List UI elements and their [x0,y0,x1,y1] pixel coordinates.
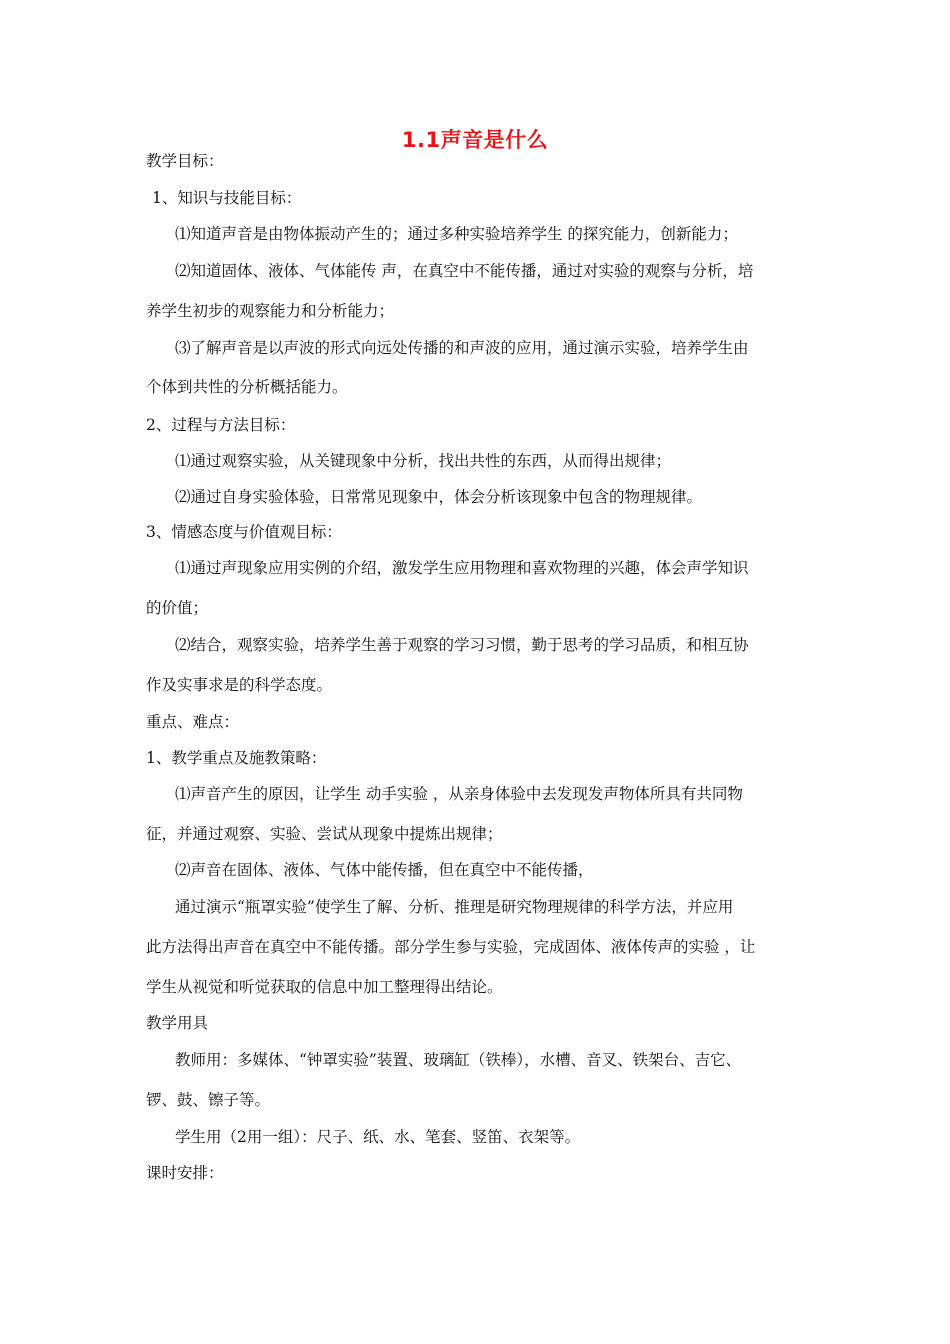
subheading-knowledge-skills: 1、知识与技能目标： [152,189,302,207]
paragraph-line: 的价值； [146,599,209,617]
paragraph-line: ⑵通过自身实验体验，日常常见现象中，体会分析该现象中包含的物理规律。 [175,488,703,506]
paragraph-line: ⑴声音产生的原因，让学生 动手实验 ，从亲身体验中去发现发声物体所具有共同物 [175,785,743,803]
paragraph-line: 此方法得出声音在真空中不能传播。部分学生参与实验，完成固体、液体传声的实验 ，让 [146,938,756,956]
section-heading-schedule: 课时安排： [146,1164,224,1182]
paragraph-line: 养学生初步的观察能力和分析能力； [146,302,395,320]
paragraph-line: 作及实事求是的科学态度。 [146,676,333,694]
paragraph-line: 个体到共性的分析概括能力。 [146,378,348,396]
document-title: 1.1声音是什么 [401,128,549,152]
paragraph-line: 征，并通过观察、实验、尝试从现象中提炼出规律； [146,825,503,843]
paragraph-line: 教师用：多媒体、“钟罩实验”装置、玻璃缸（铁棒），水槽、音叉、铁架台、吉它、 [175,1051,742,1069]
section-heading-key-points: 重点、难点： [146,713,240,731]
paragraph-line: ⑴通过声现象应用实例的介绍，激发学生应用物理和喜欢物理的兴趣，体会声学知识 [175,559,749,577]
paragraph-line: ⑶了解声音是以声波的形式向远处传播的和声波的应用，通过演示实验，培养学生由 [175,339,749,357]
paragraph-line: 通过演示“瓶罩实验”使学生了解、分析、推理是研究物理规律的科学方法，并应用 [175,898,734,916]
paragraph-line: ⑴知道声音是由物体振动产生的；通过多种实验培养学生 的探究能力，创新能力； [175,225,738,243]
paragraph-line: 锣、鼓、镲子等。 [146,1091,271,1109]
paragraph-line: 学生用（2用一组）：尺子、纸、水、笔套、竖笛、衣架等。 [175,1128,581,1146]
section-heading-teaching-aids: 教学用具 [146,1014,209,1032]
paragraph-line: ⑵声音在固体、液体、气体中能传播，但在真空中不能传播， [175,861,594,879]
subheading-emotion-values: 3、情感态度与价值观目标： [146,523,342,541]
paragraph-line: ⑵结合，观察实验，培养学生善于观察的学习习惯，勤于思考的学习品质，和相互协 [175,636,749,654]
subheading-process-methods: 2、过程与方法目标： [146,416,296,434]
paragraph-line: ⑴通过观察实验，从关键现象中分析，找出共性的东西，从而得出规律； [175,452,672,470]
paragraph-line: 学生从视觉和听觉获取的信息中加工整理得出结论。 [146,978,503,996]
section-heading-objectives: 教学目标： [146,152,224,170]
paragraph-line: ⑵知道固体、液体、气体能传 声，在真空中不能传播，通过对实验的观察与分析，培 [175,262,754,280]
subheading-teaching-focus: 1、教学重点及施教策略： [146,749,327,767]
